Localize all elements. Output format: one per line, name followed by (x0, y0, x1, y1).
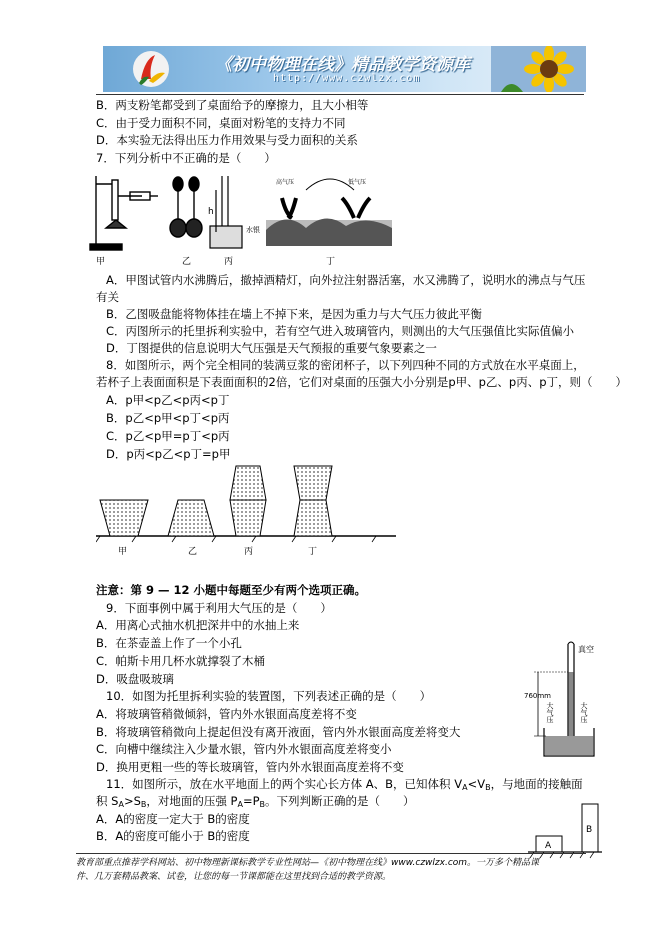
q8-cup-ding-top (294, 466, 332, 500)
q6-option-c: C．由于受力面积不同，桌面对粉笔的支持力不同 (96, 116, 346, 130)
site-logo-icon (131, 49, 171, 89)
q10-stem: 10．如图为托里拆利实验的装置图，下列表述正确的是（ ） (106, 689, 432, 703)
q10-option-b: B．将玻璃管稍微向上提起但没有离开液面，管内外水银面高度差将变大 (96, 725, 461, 739)
q8-option-b: B．p乙<p甲<p丁<p丙 (106, 411, 230, 425)
q7-option-d: D．丁图提供的信息说明大气压强是天气预报的重要气象要素之一 (106, 341, 437, 355)
q9-stem: 9．下面事例中属于利用大气压的是（ ） (106, 601, 332, 615)
q7-option-c: C．丙图所示的托里拆利实验中，若有空气进入玻璃管内，则测出的大气压强值比实际值偏小 (106, 324, 575, 338)
q7-option-a-1: A．甲图试管内水沸腾后，撤掉酒精灯，向外拉注射器活塞，水又沸腾了，说明水的沸点与气压 (106, 273, 586, 287)
q7-fig-water-tank: 水银 (246, 226, 260, 234)
q7-fig-jia (90, 176, 158, 250)
q8-figure (96, 462, 396, 558)
q8-fig-label-yi: 乙 (188, 547, 198, 557)
q9-option-a: A．用离心式抽水机把深井中的水抽上来 (96, 618, 300, 632)
q7-fig-yi (170, 177, 202, 237)
q11-stem-1: 11．如图所示，放在水平地面上的两个实心长方体 A、B，已知体积 $V_A<V_B$，与地面的接触面 (106, 777, 583, 792)
q8-cup-jia (100, 500, 148, 536)
q7-fig-label-jia: 甲 (96, 257, 106, 267)
q8-fig-label-ding: 丁 (308, 547, 318, 557)
header-banner (103, 46, 586, 92)
q7-option-a-2: 有关 (96, 290, 119, 304)
q7-option-b: B．乙图吸盘能将物体挂在墙上不掉下来，是因为重力与大气压力彼此平衡 (106, 307, 482, 321)
q10-fig-left-pressure: 大气压 (546, 702, 554, 723)
q11-fig-a: A (545, 841, 552, 851)
multi-answer-note: 注意：第 9 — 12 小题中每题至少有两个选项正确。 (96, 583, 367, 597)
q7-stem: 7．下列分析中不正确的是（ ） (96, 151, 276, 165)
q9-option-b: B．在茶壶盖上作了一个小孔 (96, 636, 242, 650)
q9-option-c: C．帕斯卡用几杯水就撑裂了木桶 (96, 654, 266, 668)
q8-cup-ding-bottom (294, 500, 332, 536)
q10-fig-height: 760mm (524, 692, 551, 700)
q9-option-d: D．吸盘吸玻璃 (96, 672, 174, 686)
q10-option-a: A．将玻璃管稍微倾斜，管内外水银面高度差将不变 (96, 707, 357, 721)
q8-cup-bing-top (230, 466, 266, 500)
q6-option-d: D．本实验无法得出压力作用效果与受力面积的关系 (96, 133, 358, 147)
q11-fig-b: B (586, 825, 593, 835)
q8-stem-2: 若杯子上表面面积是下表面面积的2倍，它们对桌面的压强大小分别是p甲、p乙、p丙、p丁，则（ ） (96, 375, 628, 389)
sunflower-icon (491, 46, 586, 92)
q10-figure (524, 636, 596, 760)
footer-line-1: 教育部重点推荐学科网站、初中物理新课标教学专业性网站—《初中物理在线》www.czwlzx.com。一万多个精品课 (76, 858, 540, 868)
q8-stem-1: 8．如图所示，两个完全相同的装满豆浆的密闭杯子，以下列四种不同的方式放在水平桌面上， (106, 358, 585, 372)
q6-option-b: B．两支粉笔都受到了桌面给予的摩擦力，且大小相等 (96, 98, 369, 112)
q7-fig-label-ding: 丁 (326, 257, 336, 267)
q8-fig-label-bing: 丙 (244, 547, 254, 557)
q7-fig-h: h (208, 207, 214, 217)
q7-fig-low: 低气压 (348, 179, 367, 186)
q8-option-d: D．p丙<p乙<p丁=p甲 (106, 447, 231, 461)
q10-fig-right-pressure: 大气压 (580, 702, 588, 723)
q8-cup-yi (168, 500, 214, 536)
q11-option-a: A．A的密度一定大于 B的密度 (96, 812, 250, 826)
q7-fig-label-yi: 乙 (182, 257, 192, 267)
header-rule (96, 94, 584, 95)
q11-option-b: B．A的密度可能小于 B的密度 (96, 829, 250, 843)
q11-stem-2: 积 $S_A>S_B$，对地面的压强 $P_A=P_B$。下列判断正确的是（ ） (96, 794, 415, 809)
q7-fig-high: 高气压 (276, 179, 295, 186)
q7-fig-bing (208, 176, 242, 248)
q7-fig-label-bing: 丙 (224, 257, 234, 267)
q8-option-c: C．p乙<p甲=p丁<p丙 (106, 429, 230, 443)
q10-option-d: D．换用更粗一些的等长玻璃管，管内外水银面高度差将不变 (96, 760, 404, 774)
q8-option-a: A．p甲<p乙<p丙<p丁 (106, 393, 230, 407)
q10-fig-vacuum: 真空 (578, 645, 594, 654)
q8-fig-label-jia: 甲 (118, 547, 128, 557)
q11-figure (528, 798, 602, 860)
q7-figure (86, 170, 396, 270)
footer-rule (76, 853, 586, 854)
banner-url[interactable]: http://www.czwlzx.com (273, 73, 421, 84)
q8-cup-bing-bottom (230, 500, 266, 536)
q7-fig-ding (266, 179, 392, 246)
banner-title: 《初中物理在线》精品教学资源库 (215, 55, 470, 75)
q10-option-c: C．向槽中继续注入少量水银，管内外水银面高度差将变小 (96, 742, 392, 756)
footer-line-2: 件、几万套精品教案、试卷，让您的每一节课都能在这里找到合适的教学资源。 (76, 872, 392, 882)
